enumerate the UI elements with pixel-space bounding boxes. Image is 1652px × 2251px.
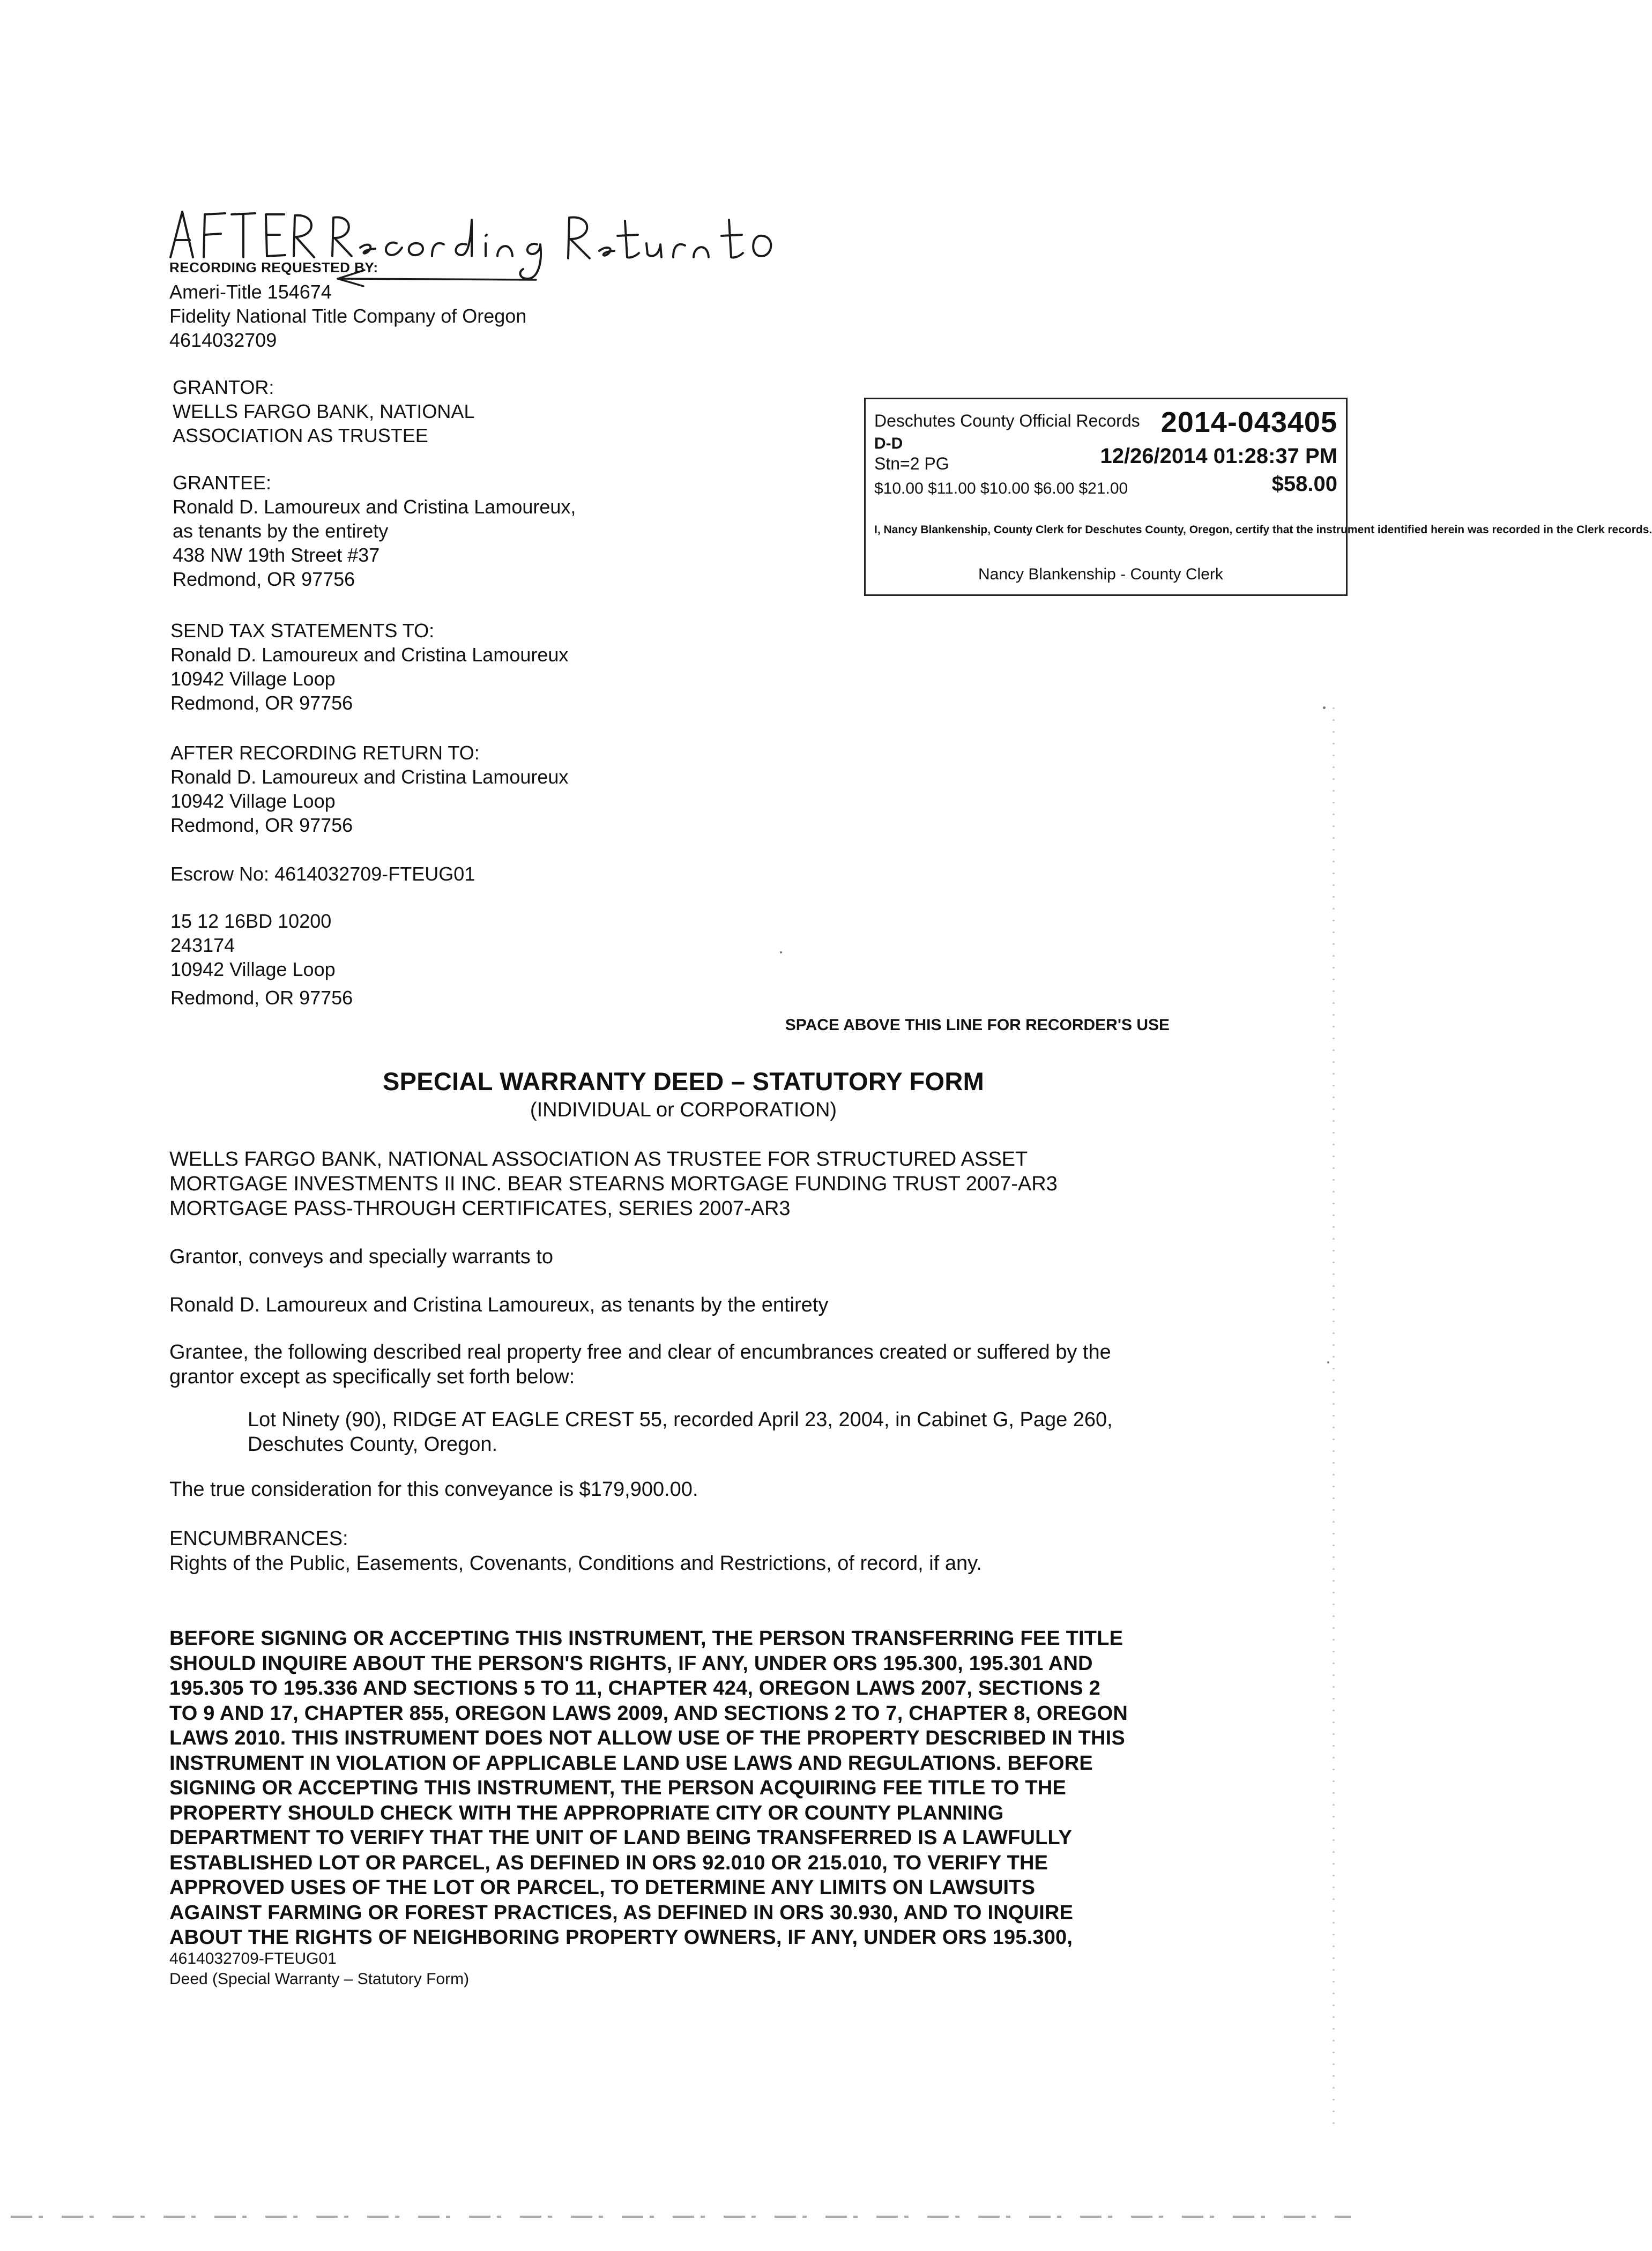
warning-line: APPROVED USES OF THE LOT OR PARCEL, TO DETERMINE ANY LIMITS ON LAWSUITS — [169, 1876, 1036, 1899]
grantor-line: ASSOCIATION AS TRUSTEE — [173, 424, 428, 446]
grantee-description — [169, 1340, 1111, 1389]
property-ref-line: Redmond, OR 97756 — [170, 987, 353, 1009]
property-ref-line: 10942 Village Loop — [170, 958, 336, 980]
grantor-block — [173, 375, 474, 448]
footer-form-name: Deed (Special Warranty – Statutory Form) — [169, 1970, 470, 1988]
scan-speck — [780, 951, 782, 953]
grantor-full-line: WELLS FARGO BANK, NATIONAL ASSOCIATION AS TRUSTEE FOR STRUCTURED ASSET — [169, 1148, 1028, 1171]
statutory-warning — [169, 1626, 1177, 1950]
page-footer — [169, 1949, 469, 1989]
tax-statements-line: 10942 Village Loop — [170, 668, 336, 690]
warning-line: ABOUT THE RIGHTS OF NEIGHBORING PROPERTY OWNERS, IF ANY, UNDER ORS 195.300, — [169, 1926, 1073, 1949]
after-recording-line: 10942 Village Loop — [170, 790, 336, 812]
grantor-full-line: MORTGAGE INVESTMENTS II INC. BEAR STEARNS MORTGAGE FUNDING TRUST 2007-AR3 — [169, 1173, 1058, 1195]
grantee-description-line: Grantee, the following described real property free and clear of encumbrances created or suffered by the — [169, 1341, 1111, 1363]
encumbrances-label: ENCUMBRANCES: — [169, 1527, 348, 1550]
recording-type: D-D — [874, 435, 903, 452]
grantor-full-block — [169, 1147, 1058, 1221]
legal-description-line: Deschutes County, Oregon. — [248, 1433, 498, 1456]
warning-line: AGAINST FARMING OR FOREST PRACTICES, AS DEFINED IN ORS 30.930, AND TO INQUIRE — [169, 1901, 1074, 1924]
tax-statements-label: SEND TAX STATEMENTS TO: — [170, 620, 435, 642]
requested-by-block — [169, 280, 526, 352]
conveys-text: Grantor, conveys and specially warrants to — [169, 1246, 554, 1268]
requested-by-line: Fidelity National Title Company of Oregon — [169, 305, 527, 327]
after-recording-label: AFTER RECORDING RETURN TO: — [170, 742, 480, 764]
warning-line: SIGNING OR ACCEPTING THIS INSTRUMENT, THE PERSON ACQUIRING FEE TITLE TO THE — [169, 1777, 1067, 1799]
property-ref-line: 243174 — [170, 934, 235, 956]
warning-line: ESTABLISHED LOT OR PARCEL, AS DEFINED IN ORS 92.010 OR 215.010, TO VERIFY THE — [169, 1851, 1048, 1874]
county-clerk: Nancy Blankenship - County Clerk — [978, 565, 1223, 583]
property-ref-line: 15 12 16BD 10200 — [170, 910, 332, 932]
after-recording-line: Redmond, OR 97756 — [170, 814, 353, 836]
grantee-block — [173, 471, 576, 591]
recording-number: 2014-043405 — [1160, 406, 1337, 438]
escrow-number: Escrow No: 4614032709-FTEUG01 — [170, 863, 475, 885]
recording-county: Deschutes County Official Records — [874, 411, 1140, 430]
grantee-label: GRANTEE: — [173, 472, 272, 494]
warning-line: 195.305 TO 195.336 AND SECTIONS 5 TO 11, CHAPTER 424, OREGON LAWS 2007, SECTIONS 2 — [169, 1677, 1100, 1700]
warning-line: INSTRUMENT IN VIOLATION OF APPLICABLE LAND USE LAWS AND REGULATIONS. BEFORE — [169, 1751, 1093, 1775]
legal-description-line: Lot Ninety (90), RIDGE AT EAGLE CREST 55, recorded April 23, 2004, in Cabinet G, Page 260, — [248, 1408, 1113, 1431]
grantee-line: Redmond, OR 97756 — [173, 568, 355, 590]
warning-line: DEPARTMENT TO VERIFY THAT THE UNIT OF LAND BEING TRANSFERRED IS A LAWFULLY — [169, 1827, 1072, 1849]
after-recording-block — [170, 741, 568, 837]
property-ref-block — [170, 909, 353, 1010]
recording-stamp-box — [864, 398, 1652, 596]
recording-certification: I, Nancy Blankenship, County Clerk for Deschutes County, Oregon, certify that the instrument identified herein was recorded in the Clerk records. — [874, 524, 1652, 536]
grantee-line: as tenants by the entirety — [173, 520, 389, 542]
grantor-line: WELLS FARGO BANK, NATIONAL — [173, 400, 475, 422]
warning-line: BEFORE SIGNING OR ACCEPTING THIS INSTRUMENT, THE PERSON TRANSFERRING FEE TITLE — [169, 1627, 1123, 1650]
recorder-use-line: SPACE ABOVE THIS LINE FOR RECORDER'S USE — [785, 1016, 1170, 1034]
requested-by-line: 4614032709 — [169, 329, 277, 351]
grantee-description-line: grantor except as specifically set forth below: — [169, 1366, 575, 1388]
legal-description — [248, 1407, 1113, 1457]
warning-line: PROPERTY SHOULD CHECK WITH THE APPROPRIATE CITY OR COUNTY PLANNING — [169, 1801, 1004, 1824]
scan-speck — [1327, 1361, 1329, 1363]
document-title: SPECIAL WARRANTY DEED – STATUTORY FORM — [382, 1067, 985, 1095]
warning-line: LAWS 2010. THIS INSTRUMENT DOES NOT ALLOW USE OF THE PROPERTY DESCRIBED IN THIS — [169, 1727, 1125, 1749]
recording-datetime: 12/26/2014 01:28:37 PM — [1100, 444, 1337, 468]
warning-line: SHOULD INQUIRE ABOUT THE PERSON'S RIGHTS, IF ANY, UNDER ORS 195.300, 195.301 AND — [169, 1652, 1093, 1675]
consideration: The true consideration for this conveyance is $179,900.00. — [169, 1478, 698, 1501]
warning-line: TO 9 AND 17, CHAPTER 855, OREGON LAWS 2009, AND SECTIONS 2 TO 7, CHAPTER 8, OREGON — [169, 1702, 1128, 1725]
tax-statements-line: Redmond, OR 97756 — [170, 692, 353, 714]
scan-speck — [1323, 706, 1326, 709]
encumbrances-block — [169, 1526, 982, 1576]
requested-by-line: Ameri-Title 154674 — [169, 281, 332, 303]
after-recording-line: Ronald D. Lamoureux and Cristina Lamoureux — [170, 766, 569, 788]
recording-total: $58.00 — [1271, 472, 1337, 496]
grantor-full-line: MORTGAGE PASS-THROUGH CERTIFICATES, SERIES 2007-AR3 — [169, 1197, 791, 1220]
scan-edge-dots — [1333, 707, 1335, 2133]
grantees-line: Ronald D. Lamoureux and Cristina Lamoureux, as tenants by the entirety — [169, 1294, 829, 1316]
footer-file-number: 4614032709-FTEUG01 — [169, 1950, 337, 1967]
encumbrances-text: Rights of the Public, Easements, Covenants, Conditions and Restrictions, of record, if any. — [169, 1552, 982, 1575]
document-subtitle: (INDIVIDUAL or CORPORATION) — [530, 1099, 837, 1121]
tax-statements-line: Ronald D. Lamoureux and Cristina Lamoureux — [170, 644, 569, 666]
recording-requested-label: RECORDING REQUESTED BY: — [169, 259, 378, 275]
recording-stn: Stn=2 PG — [874, 454, 949, 473]
grantee-line: 438 NW 19th Street #37 — [173, 544, 380, 566]
recording-fees: $10.00 $11.00 $10.00 $6.00 $21.00 — [874, 480, 1128, 497]
tax-statements-block — [170, 618, 568, 715]
scan-bottom-dashes — [11, 2216, 1351, 2218]
grantor-label: GRANTOR: — [173, 376, 274, 398]
grantee-line: Ronald D. Lamoureux and Cristina Lamoureux, — [173, 496, 576, 518]
